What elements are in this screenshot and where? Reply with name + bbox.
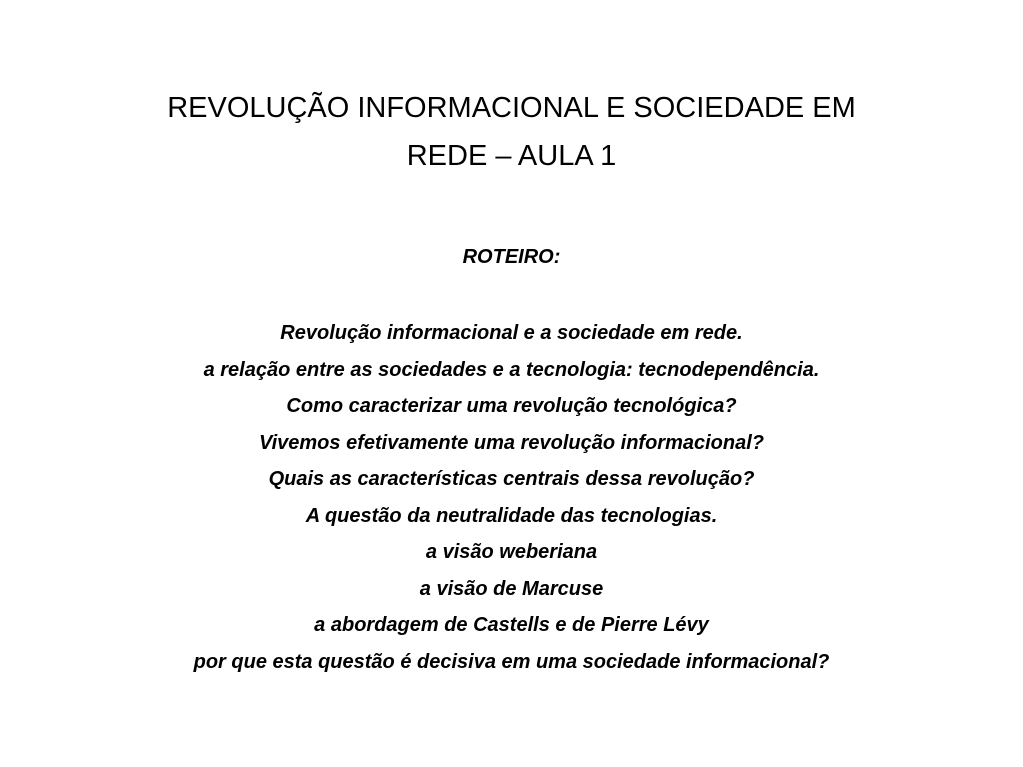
section-heading: ROTEIRO: (462, 246, 561, 268)
slide-title (60, 84, 963, 180)
agenda-item: Como caracterizar uma revolução tecnológica? (286, 395, 737, 417)
agenda-item: a visão weberiana (425, 541, 598, 563)
agenda-item: por que esta questão é decisiva em uma sociedade informacional? (193, 650, 830, 673)
agenda-item: Quais as características centrais dessa revolução? (268, 468, 755, 490)
agenda-list (20, 315, 1003, 680)
agenda-item: a visão de Marcuse (419, 577, 604, 600)
agenda-item: A questão da neutralidade das tecnologias. (305, 504, 718, 527)
slide-title-line: REVOLUÇÃO INFORMACIONAL E SOCIEDADE EM (167, 92, 856, 124)
agenda-item: Revolução informacional e a sociedade em rede. (280, 322, 743, 344)
agenda-item: a abordagem de Castells e de Pierre Lévy (314, 614, 709, 636)
agenda-item: a relação entre as sociedades e a tecnologia: tecnodependência. (203, 358, 820, 381)
agenda-item: Vivemos efetivamente uma revolução informacional? (259, 431, 764, 454)
slide-title-line: REDE – AULA 1 (406, 140, 617, 172)
